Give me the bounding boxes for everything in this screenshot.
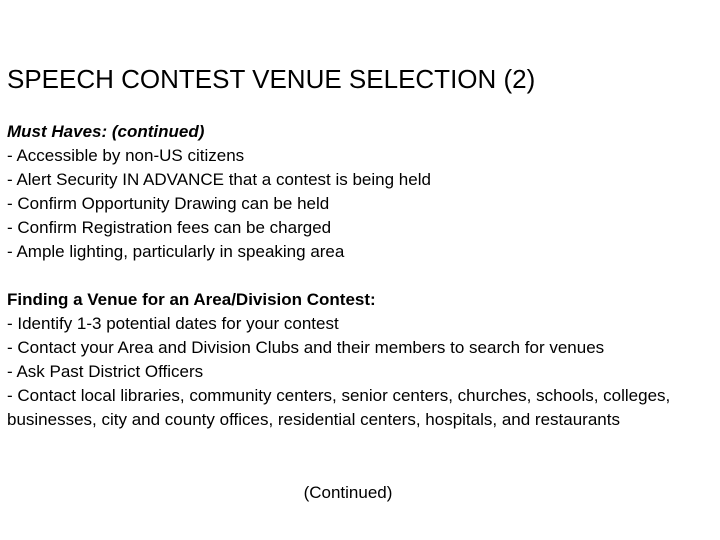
slide-title: SPEECH CONTEST VENUE SELECTION (2) bbox=[7, 64, 536, 94]
must-haves-item: - Confirm Registration fees can be charged bbox=[7, 218, 332, 237]
finding-venue-item: - Contact your Area and Division Clubs and their members to search for venues bbox=[7, 338, 605, 357]
finding-venue-item: - Contact local libraries, community centers, senior centers, churches, schools, colleges, businesses, city and county offices, residential centers, hospitals, and restaurants bbox=[7, 386, 671, 429]
must-haves-item: - Ample lighting, particularly in speaking area bbox=[7, 242, 345, 261]
must-haves-item: - Alert Security IN ADVANCE that a contest is being held bbox=[7, 170, 431, 189]
finding-venue-heading: Finding a Venue for an Area/Division Contest: bbox=[7, 290, 376, 309]
finding-venue-item: - Identify 1-3 potential dates for your contest bbox=[7, 314, 339, 333]
must-haves-section bbox=[7, 120, 713, 264]
must-haves-item: - Accessible by non-US citizens bbox=[7, 146, 245, 165]
continued-footer: (Continued) bbox=[303, 483, 393, 502]
must-haves-heading: Must Haves: (continued) bbox=[7, 122, 205, 141]
finding-venue-section bbox=[7, 288, 713, 432]
must-haves-item: - Confirm Opportunity Drawing can be held bbox=[7, 194, 330, 213]
finding-venue-item: - Ask Past District Officers bbox=[7, 362, 204, 381]
